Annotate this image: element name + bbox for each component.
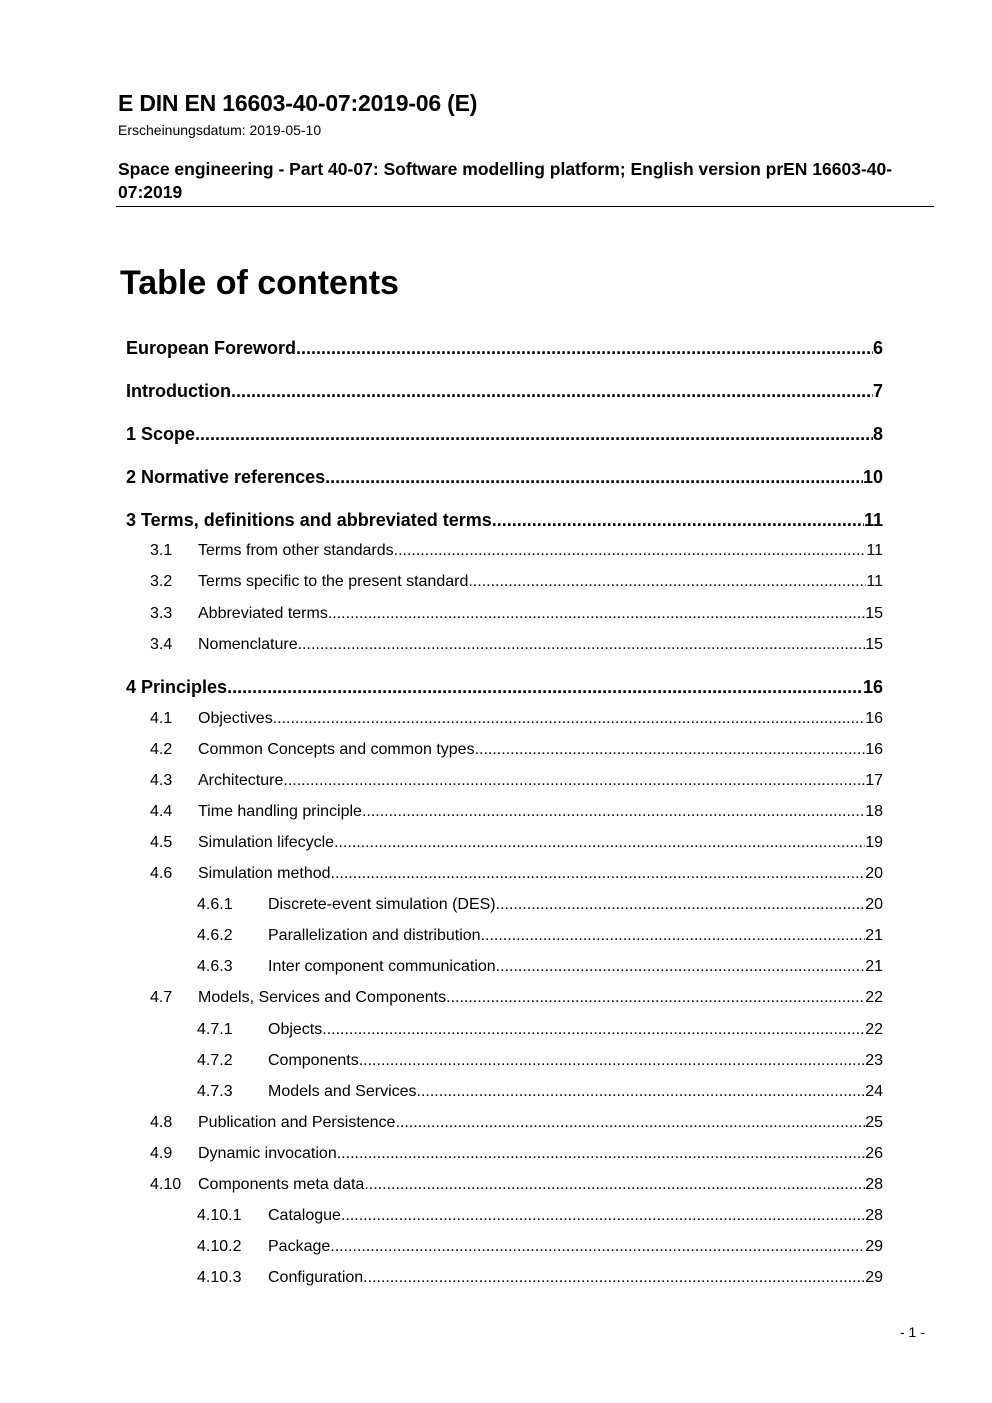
toc-dot-leader: [468, 573, 866, 591]
toc-entry[interactable]: [150, 573, 883, 591]
toc-entry-page: 22: [865, 989, 883, 1006]
toc-entry[interactable]: [126, 467, 883, 488]
toc-entry-number: 4.10: [150, 1176, 182, 1193]
toc-entry-title: Catalogue: [268, 1207, 341, 1224]
toc-entry[interactable]: [197, 1207, 883, 1225]
toc-entry-title: 1 Scope: [126, 424, 196, 444]
toc-entry-number: 4.10.3: [197, 1269, 242, 1286]
toc-dot-leader: [492, 510, 864, 531]
toc-entry-page: 11: [866, 573, 883, 590]
toc-entry-page: 29: [865, 1269, 883, 1286]
toc-dot-leader: [363, 1269, 865, 1287]
toc-entry-page: 21: [865, 958, 883, 975]
toc-entry[interactable]: [197, 1021, 883, 1039]
toc-entry-page: 25: [865, 1114, 883, 1131]
toc-entry-number: 4.6.1: [197, 896, 233, 913]
toc-entry-page: 19: [865, 834, 883, 851]
toc-entry-title: Components: [268, 1052, 359, 1069]
page-number: - 1 -: [900, 1324, 925, 1340]
toc-entry[interactable]: [197, 1083, 883, 1101]
toc-entry[interactable]: [150, 803, 883, 821]
toc-entry-page: 11: [863, 510, 883, 530]
toc-entry[interactable]: [126, 677, 883, 698]
toc-dot-leader: [330, 1238, 865, 1256]
toc-entry[interactable]: [126, 510, 883, 531]
toc-entry-number: 4.2: [150, 741, 173, 758]
toc-entry[interactable]: [150, 741, 883, 759]
toc-entry[interactable]: [150, 834, 883, 852]
toc-entry-title: Architecture: [198, 772, 284, 789]
toc-dot-leader: [417, 1083, 866, 1101]
toc-entry-number: 4.3: [150, 772, 173, 789]
toc-entry-title: Models, Services and Components: [198, 989, 447, 1006]
toc-entry-number: 4.7: [150, 989, 173, 1006]
toc-entry-page: 22: [865, 1021, 883, 1038]
toc-entry-number: 4.6.2: [197, 927, 233, 944]
toc-entry[interactable]: [150, 1114, 883, 1132]
toc-entry-title: Discrete-event simulation (DES): [268, 896, 496, 913]
toc-dot-leader: [334, 834, 865, 852]
toc-entry-number: 4.10.1: [197, 1207, 242, 1224]
toc-entry-title: Terms from other standards: [198, 542, 394, 559]
toc-entry-number: 3.3: [150, 605, 173, 622]
toc-entry-page: 16: [865, 741, 883, 758]
toc-entry-page: 28: [865, 1176, 883, 1193]
toc-entry-page: 11: [866, 542, 883, 559]
toc-entry[interactable]: [150, 1145, 883, 1163]
toc-dot-leader: [359, 1052, 865, 1070]
toc-entry-number: 3.2: [150, 573, 173, 590]
toc-dot-leader: [227, 677, 863, 698]
toc-entry-page: 21: [865, 927, 883, 944]
toc-entry[interactable]: [150, 710, 883, 728]
toc-entry-number: 4.7.1: [197, 1021, 233, 1038]
toc-entry-title: Common Concepts and common types: [198, 741, 475, 758]
toc-entry[interactable]: [150, 989, 883, 1007]
toc-dot-leader: [283, 772, 865, 790]
toc-entry-title: Publication and Persistence: [198, 1114, 396, 1131]
toc-entry-page: 20: [865, 896, 883, 913]
toc-entry[interactable]: [197, 1052, 883, 1070]
toc-entry-title: Parallelization and distribution: [268, 927, 481, 944]
toc-entry-title: Time handling principle: [198, 803, 362, 820]
toc-entry-title: Terms specific to the present standard: [198, 573, 469, 590]
toc-entry-number: 4.4: [150, 803, 173, 820]
toc-entry-number: 4.10.2: [197, 1238, 242, 1255]
toc-entry[interactable]: [197, 896, 883, 914]
toc-dot-leader: [341, 1207, 865, 1225]
toc-entry-title: Package: [268, 1238, 331, 1255]
toc-dot-leader: [496, 958, 866, 976]
toc-dot-leader: [364, 1176, 865, 1194]
toc-dot-leader: [446, 989, 865, 1007]
toc-entry-number: 4.1: [150, 710, 173, 727]
toc-entry-page: 18: [865, 803, 883, 820]
toc-entry-page: 10: [862, 467, 883, 487]
toc-dot-leader: [337, 1145, 865, 1163]
toc-entry-page: 17: [865, 772, 883, 789]
toc-entry[interactable]: [197, 1238, 883, 1256]
toc-entry-title: 3 Terms, definitions and abbreviated terms: [126, 510, 492, 530]
toc-dot-leader: [475, 741, 866, 759]
toc-entry-page: 7: [872, 381, 883, 401]
toc-entry-page: 15: [865, 636, 883, 653]
toc-entry-page: 28: [865, 1207, 883, 1224]
toc-entry[interactable]: [126, 381, 883, 402]
toc-dot-leader: [296, 338, 873, 359]
toc-entry-title: Objectives: [198, 710, 273, 727]
toc-entry-title: Introduction: [126, 381, 231, 401]
toc-entry[interactable]: [150, 772, 883, 790]
toc-entry[interactable]: [197, 958, 883, 976]
toc-dot-leader: [195, 424, 873, 445]
toc-entry-number: 3.4: [150, 636, 173, 653]
document-title: Space engineering - Part 40-07: Software modelling platform; English version prEN 16603-40-07:2019: [118, 159, 893, 202]
toc-dot-leader: [231, 381, 873, 402]
toc-entry-page: 24: [865, 1083, 883, 1100]
toc-entry[interactable]: [197, 927, 883, 945]
toc-entry[interactable]: [150, 865, 883, 883]
toc-entry[interactable]: [126, 338, 883, 359]
toc-entry[interactable]: [150, 636, 883, 654]
toc-entry[interactable]: [150, 605, 883, 623]
toc-entry-title: Nomenclature: [198, 636, 298, 653]
toc-entry[interactable]: [150, 542, 883, 560]
toc-heading: Table of contents: [120, 264, 399, 302]
toc-dot-leader: [481, 927, 866, 945]
toc-entry[interactable]: [150, 1176, 883, 1194]
toc-entry-title: European Foreword: [126, 338, 297, 358]
toc-entry-title: Configuration: [268, 1269, 364, 1286]
toc-entry-title: Models and Services: [268, 1083, 417, 1100]
publication-date: Erscheinungsdatum: 2019-05-10: [118, 122, 322, 138]
toc-entry-page: 15: [865, 605, 883, 622]
toc-entry-number: 4.9: [150, 1145, 173, 1162]
toc-dot-leader: [331, 865, 866, 883]
toc-entry-title: Dynamic invocation: [198, 1145, 337, 1162]
toc-entry-number: 4.7.3: [197, 1083, 233, 1100]
toc-dot-leader: [394, 542, 867, 560]
toc-entry-page: 6: [872, 338, 883, 358]
toc-entry-title: Abbreviated terms: [198, 605, 328, 622]
toc-entry-title: 4 Principles: [126, 677, 228, 697]
toc-dot-leader: [328, 605, 865, 623]
toc-dot-leader: [362, 803, 865, 821]
toc-dot-leader: [325, 467, 863, 488]
toc-entry-number: 4.7.2: [197, 1052, 233, 1069]
toc-dot-leader: [273, 710, 866, 728]
toc-dot-leader: [322, 1021, 865, 1039]
document-id: E DIN EN 16603-40-07:2019-06 (E): [118, 90, 478, 116]
toc-entry-title: Simulation lifecycle: [198, 834, 335, 851]
toc-entry-number: 4.8: [150, 1114, 173, 1131]
toc-entry-number: 4.6.3: [197, 958, 233, 975]
toc-dot-leader: [298, 636, 866, 654]
toc-entry-page: 20: [865, 865, 883, 882]
toc-entry-number: 4.5: [150, 834, 173, 851]
toc-entry-number: 4.6: [150, 865, 173, 882]
toc-entry-page: 16: [865, 710, 883, 727]
toc-entry[interactable]: [126, 424, 883, 445]
toc-entry-title: 2 Normative references: [126, 467, 326, 487]
toc-entry-page: 26: [865, 1145, 883, 1162]
toc-entry-number: 3.1: [150, 542, 173, 559]
toc-entry-page: 16: [862, 677, 883, 697]
toc-entry[interactable]: [197, 1269, 883, 1287]
toc-dot-leader: [395, 1114, 865, 1132]
toc-entry-title: Simulation method: [198, 865, 331, 882]
toc-entry-title: Objects: [268, 1021, 323, 1038]
toc-dot-leader: [496, 896, 866, 914]
toc-entry-page: 8: [872, 424, 883, 444]
toc-entry-page: 23: [865, 1052, 883, 1069]
toc-entry-title: Components meta data: [198, 1176, 365, 1193]
toc-entry-page: 29: [865, 1238, 883, 1255]
toc-entry-title: Inter component communication: [268, 958, 496, 975]
